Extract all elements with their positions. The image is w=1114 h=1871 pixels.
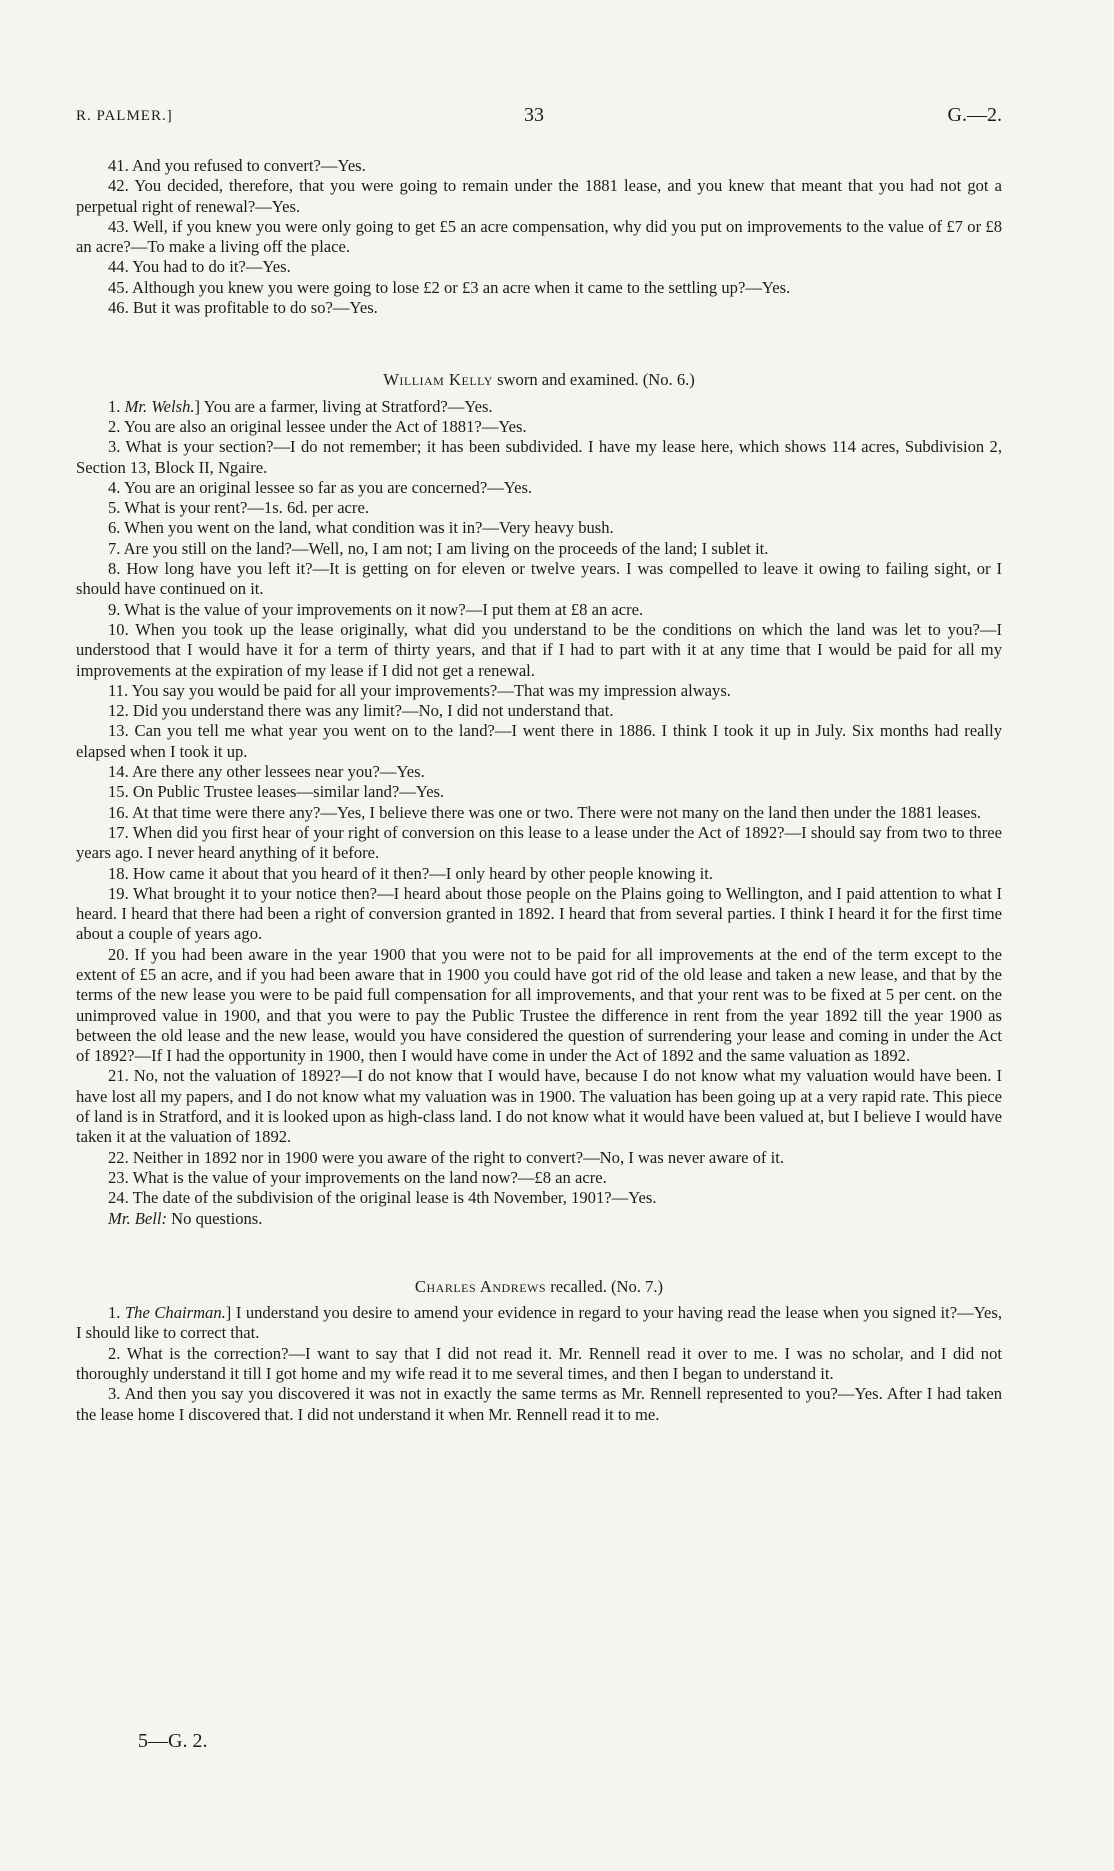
paragraph: 7. Are you still on the land?—Well, no, I am not; I am living on the proceeds of the land; I sublet it. — [108, 538, 769, 558]
paragraph: 2. You are also an original lessee under the Act of 1881?—Yes. — [108, 416, 527, 436]
previous-testimony — [76, 156, 1002, 318]
paragraph: 12. Did you understand there was any limit?—No, I did not understand that. — [108, 701, 614, 721]
paragraph: 9. What is the value of your improvements on it now?—I put them at £8 an acre. — [108, 599, 644, 619]
witness-name: William Kelly — [383, 370, 493, 390]
paragraph: 23. What is the value of your improvements on the land now?—£8 an acre. — [108, 1167, 607, 1187]
paragraph: 14. Are there any other lessees near you?—Yes. — [108, 762, 425, 782]
witness-testimony — [76, 1303, 1002, 1425]
paragraph: 45. Although you knew you were going to lose £2 or £3 an acre when it came to the settling up?—Yes. — [108, 277, 791, 297]
paragraph: 3. What is your section?—I do not remember; it has been subdivided. I have my lease here, which shows 114 acres, Subdivision 2, Section 13, Block II, Ngaire. — [76, 437, 1002, 477]
paragraph: 3. And then you say you discovered it was not in exactly the same terms as Mr. Rennell represented to you?—Yes. After I had taken the lease home I discovered that. I did not understand it when Mr. Rennell read it to me. — [76, 1384, 1002, 1424]
paragraph: 17. When did you first hear of your right of conversion on this lease to a lease under the Act of 1892?—I should say from two to three years ago. I never heard anything of it before. — [76, 822, 1002, 863]
paragraph: 22. Neither in 1892 nor in 1900 were you aware of the right to convert?—No, I was never aware of it. — [108, 1147, 784, 1167]
paragraph: 13. Can you tell me what year you went on to the land?—I went there in 1886. I think I took it up in July. Six months had really elapsed when I took it up. — [76, 721, 1002, 761]
question-text: ] You are a farmer, living at Stratford?—Yes. — [194, 396, 493, 416]
paragraph — [76, 397, 1002, 417]
paragraph: 46. But it was profitable to do so?—Yes. — [108, 298, 378, 318]
witness-heading — [76, 1277, 1002, 1297]
paragraph: 16. At that time were there any?—Yes, I believe there was one or two. There were not many on the land then under the 1881 leases. — [108, 802, 982, 822]
paragraph: 5. What is your rent?—1s. 6d. per acre. — [108, 498, 369, 518]
question-number: 1. — [108, 396, 125, 416]
document-reference: G.—2. — [947, 104, 1002, 126]
paragraph — [76, 1209, 1002, 1229]
header-witness-name: R. PALMER.] — [76, 108, 173, 124]
speaker-name: Mr. Bell: — [108, 1208, 167, 1228]
question-text: ] I understand you desire to amend your evidence in regard to your having read the lease when you signed it?—Yes, I should like to correct that. — [76, 1303, 1002, 1343]
witness-heading — [76, 370, 1002, 390]
witness-heading-detail: sworn and examined. (No. 6.) — [492, 370, 695, 390]
paragraph: 8. How long have you left it?—It is getting on for eleven or twelve years. I was compelled to leave it owing to failing sight, or I should have continued on it. — [76, 559, 1002, 599]
speaker-name: Mr. Welsh. — [124, 396, 195, 416]
paragraph: 42. You decided, therefore, that you were going to remain under the 1881 lease, and you knew that meant that you had not got a perpetual right of renewal?—Yes. — [76, 176, 1002, 216]
page-number: 33 — [524, 104, 544, 126]
paragraph: 24. The date of the subdivision of the original lease is 4th November, 1901?—Yes. — [108, 1188, 657, 1208]
paragraph: 11. You say you would be paid for all your improvements?—That was my impression always. — [108, 680, 731, 700]
paragraph: 4. You are an original lessee so far as you are concerned?—Yes. — [108, 477, 533, 497]
paragraph: 2. What is the correction?—I want to say that I did not read it. Mr. Rennell read it over to me. I was no scholar, and I did not thoroughly understand it till I got home and my wife read it to me several times, and then I began to understand it. — [76, 1343, 1002, 1384]
paragraph: 18. How came it about that you heard of it then?—I only heard by other people knowing it. — [108, 863, 714, 883]
speaker-name: The Chairman. — [124, 1303, 226, 1323]
paragraph: 21. No, not the valuation of 1892?—I do not know that I would have, because I do not know what my valuation would have been. I have lost all my papers, and I do not know what my valuation was in 1900. The valuation has been going up at a very rapid rate. This piece of land is in Stratford, and it is looked upon as high-class land. I do not know what it would have been valued at, but I believe I would have taken it at the valuation of 1892. — [76, 1066, 1002, 1147]
paragraph: 44. You had to do it?—Yes. — [108, 257, 291, 277]
closing-text: No questions. — [167, 1208, 263, 1228]
question-number: 1. — [108, 1303, 125, 1323]
witness-name: Charles Andrews — [414, 1276, 547, 1296]
paragraph: 6. When you went on the land, what condition was it in?—Very heavy bush. — [108, 518, 614, 538]
signature-mark: 5—G. 2. — [138, 1730, 208, 1752]
paragraph: 41. And you refused to convert?—Yes. — [108, 156, 366, 175]
witness-heading-detail: recalled. (No. 7.) — [546, 1276, 664, 1296]
paragraph: 43. Well, if you knew you were only going to get £5 an acre compensation, why did you put on improvements to the value of £7 or £8 an acre?—To make a living off the place. — [76, 216, 1002, 257]
page-header — [76, 104, 1002, 134]
paragraph: 20. If you had been aware in the year 1900 that you were not to be paid for all improvements at the end of the term except to the extent of £5 an acre, and if you had been aware that in 1900 you could have got rid of the old lease and taken a new lease, and that by the terms of the new lease you were to be paid full compensation for all improvements, and that your rent was to be fixed at 5 per cent. on the unimproved value in 1900, and that you were to pay the Public Trustee the difference in rent from the year 1892 till the year 1900 as between the old lease and the new lease, would you have considered the question of surrendering your lease and coming in under the Act of 1892?—If I had the opportunity in 1900, then I would have come in under the Act of 1892 and the same valuation as 1892. — [76, 944, 1002, 1066]
paragraph: 19. What brought it to your notice then?—I heard about those people on the Plains going to Wellington, and I paid attention to what I heard. I heard that there had been a right of conversion granted in 1892. I heard that from several parties. I think I heard it for the first time about a couple of years ago. — [76, 883, 1002, 944]
paragraph — [76, 1303, 1002, 1344]
paragraph: 15. On Public Trustee leases—similar land?—Yes. — [108, 782, 445, 802]
paragraph: 10. When you took up the lease originally, what did you understand to be the conditions on which the land was let to you?—I understood that I would have it for a term of thirty years, and that if I had to part with it at any time that I would be paid for all my improvements at the expiration of my lease if I did not get a renewal. — [76, 619, 1002, 680]
document-body — [76, 156, 1002, 1425]
witness-testimony — [76, 397, 1002, 1229]
